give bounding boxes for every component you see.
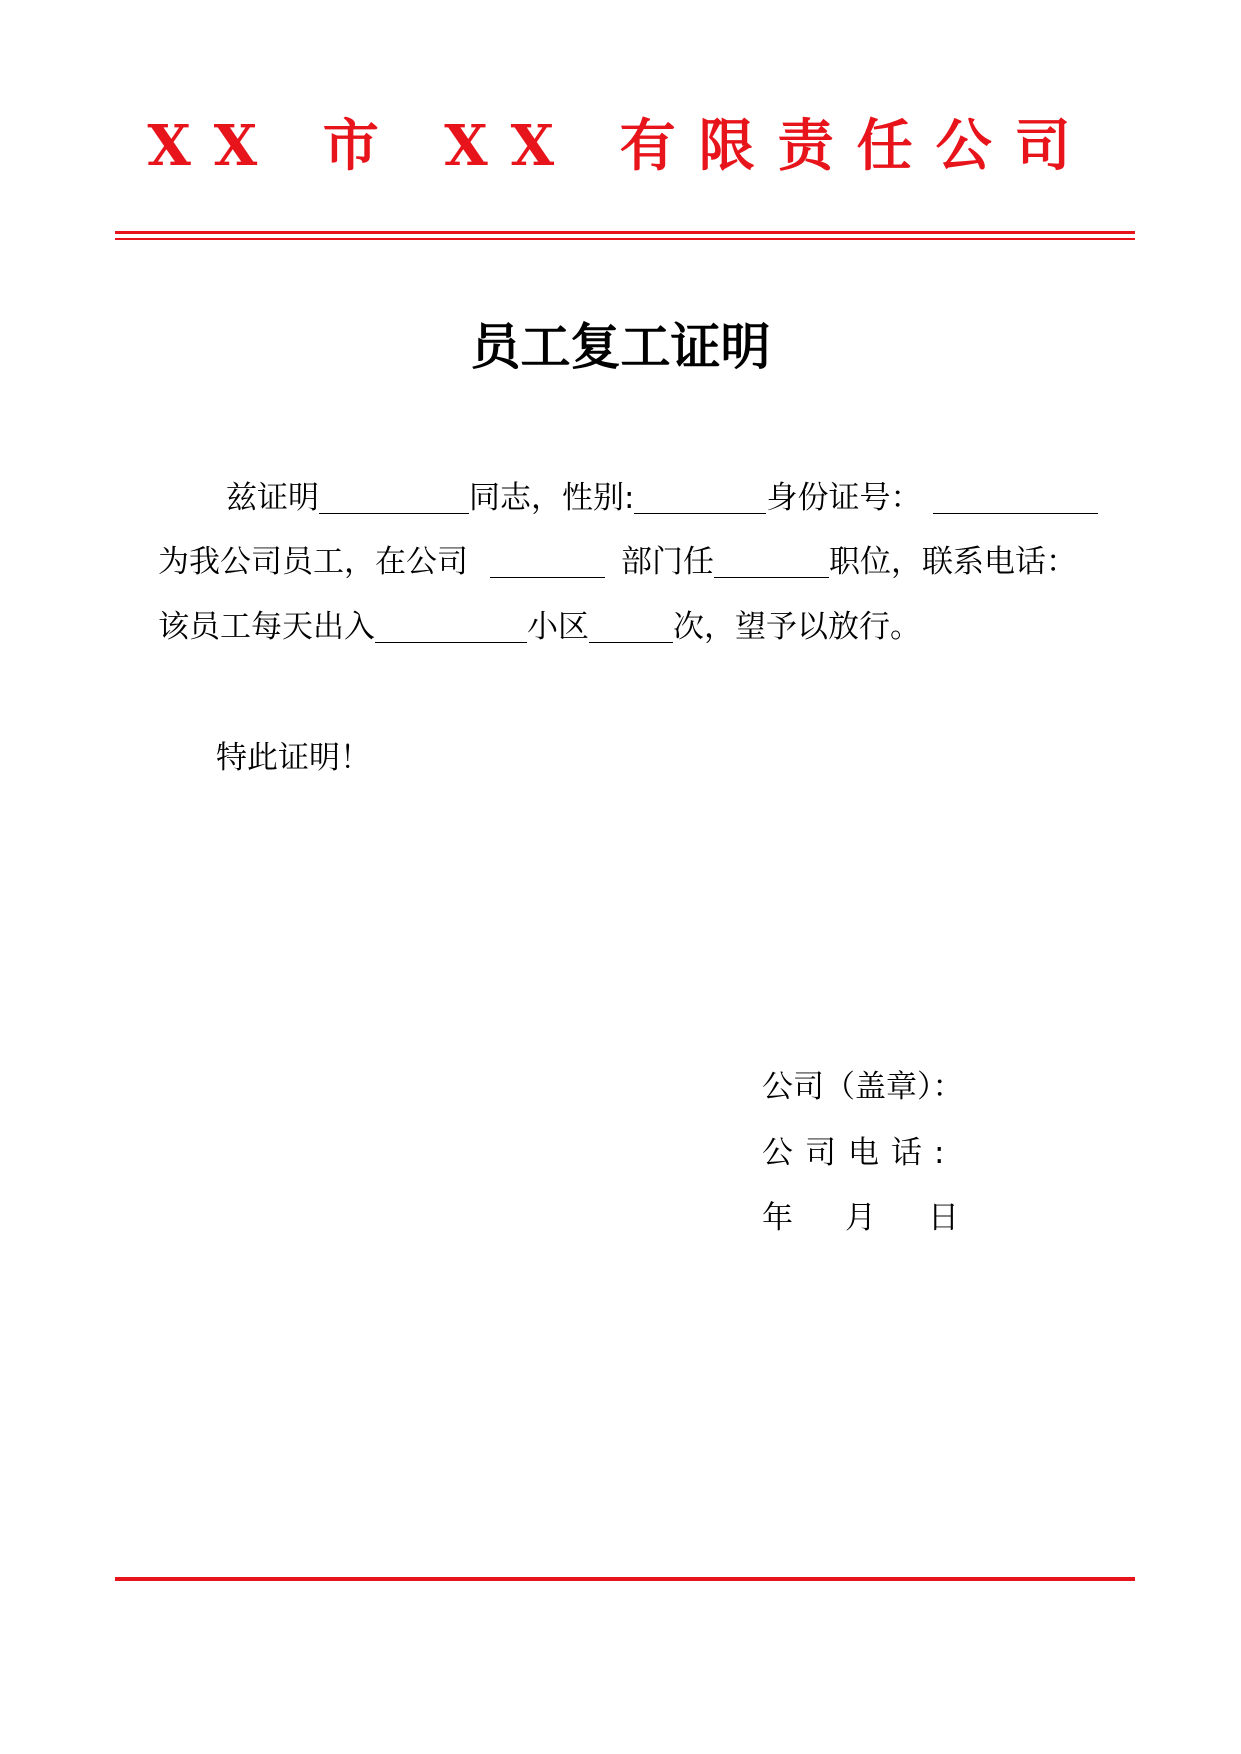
gender-blank[interactable] (634, 482, 766, 514)
line3-text-1: 该员工每天出入 (158, 609, 375, 645)
line2-text-3: 职位，联系电话： (829, 544, 1077, 580)
name-blank[interactable] (319, 482, 469, 514)
closing-statement: 特此证明！ (216, 740, 371, 776)
document-title: 员工复工证明 (470, 318, 771, 376)
month-label: 月 (845, 1200, 876, 1236)
company-phone-label: 公司电话: (762, 1135, 957, 1171)
community-blank[interactable] (375, 611, 527, 643)
body-line-1 (158, 482, 1118, 514)
line3-text-2: 小区 (527, 609, 589, 645)
footer-divider (115, 1577, 1135, 1581)
times-blank[interactable] (589, 611, 673, 643)
line3-text-3: 次，望予以放行。 (673, 609, 921, 645)
position-blank[interactable] (714, 546, 829, 578)
header-divider-thin (115, 238, 1135, 240)
line2-text-2: 部门任 (621, 544, 714, 580)
company-seal-label: 公司（盖章）： (762, 1069, 964, 1105)
day-label: 日 (928, 1200, 959, 1236)
line1-text-2: 同志，性别: (469, 480, 635, 516)
line1-text-1: 兹证明 (226, 480, 319, 516)
header-divider-thick (115, 231, 1135, 234)
year-label: 年 (762, 1200, 793, 1236)
date-line (762, 1200, 959, 1236)
line1-text-3: 身份证号： (766, 480, 922, 516)
body-line-3 (158, 611, 1118, 643)
department-blank[interactable] (490, 546, 605, 578)
line2-text-1: 为我公司员工，在公司 (158, 544, 468, 580)
id-number-blank[interactable] (933, 482, 1098, 514)
body-line-2 (158, 546, 1118, 578)
company-name-header: XX 市 XX 有限责任公司 (147, 113, 1094, 179)
